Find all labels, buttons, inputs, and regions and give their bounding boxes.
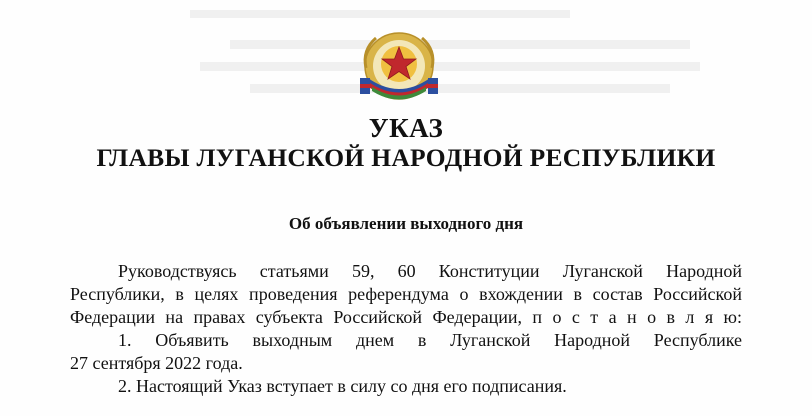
body-line-1: Руководствуясь статьями 59, 60 Конституции Луганской Народной (118, 261, 742, 281)
document-subtitle: ГЛАВЫ ЛУГАНСКОЙ НАРОДНОЙ РЕСПУБЛИКИ (96, 143, 716, 172)
body-line-3: Федерации на правах субъекта Российской Федерации, п о с т а н о в л я ю: (70, 307, 742, 327)
reverse-side-bleed (170, 0, 730, 130)
body-line-2: Республики, в целях проведения референдума о вхождении в состав Российской (70, 284, 742, 304)
document-heading: Об объявлении выходного дня (288, 214, 524, 233)
decree-item-1-date: 27 сентября 2022 года. (70, 353, 243, 373)
lugansk-republic-emblem-icon (356, 28, 442, 108)
decree-item-2: 2. Настоящий Указ вступает в силу со дня его подписания. (118, 376, 567, 396)
decree-item-1: 1. Объявить выходным днем в Луганской Народной Республике (118, 330, 742, 350)
document-title: УКАЗ (368, 113, 444, 143)
